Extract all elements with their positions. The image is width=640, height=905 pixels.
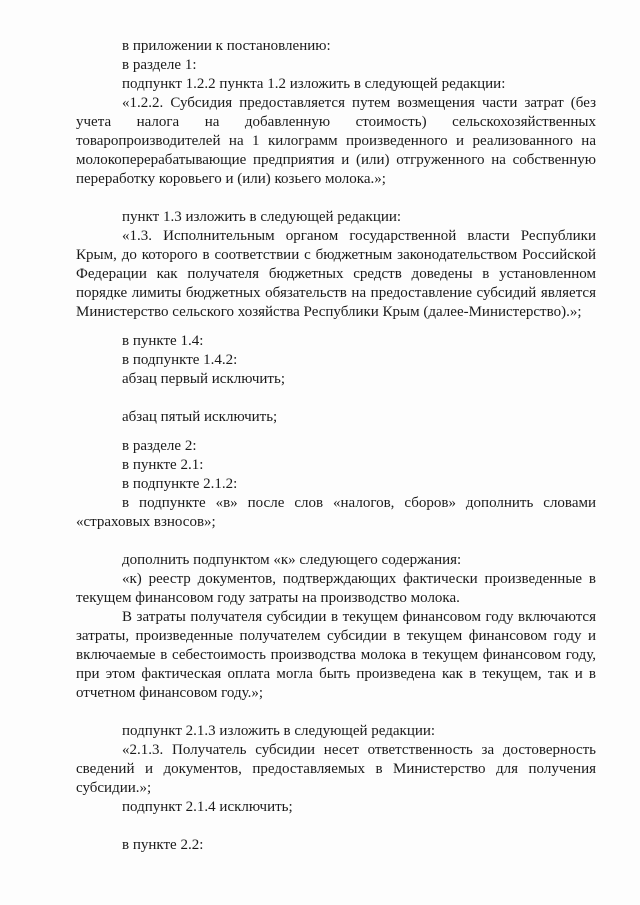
paragraph-subitem-1-2-2-intro: подпункт 1.2.2 пункта 1.2 изложить в следующей редакции: [122,76,506,92]
paragraph-item-1-4: в пункте 1.4: [122,333,204,349]
paragraph-fifth-excluded: абзац пятый исключить; [122,409,278,425]
paragraph-subitem-1-2-2-text: «1.2.2. Субсидия предоставляется путем возмещения части затрат (без учета налога на добавленную стоимость) сельскохозяйственных товаропроизводителей на 1 килограмм произведенного и реализованного на молокоперерабатывающие предприятия и (или) отгруженного на собственную переработку коровьего и (или) козьего молока.»; [76,95,596,187]
paragraph-subitem-2-1-2: в подпункте 2.1.2: [122,476,238,492]
paragraph-subitem-2-1-4: подпункт 2.1.4 исключить; [122,799,293,815]
paragraph-appendix: в приложении к постановлению: [122,38,331,54]
paragraph-item-1-3-text: «1.3. Исполнительным органом государственной власти Республики Крым, до которого в соответствии с бюджетным законодательством Российской Федерации как получателя бюджетных средств доведены в установленном порядке лимиты бюджетных обязательств на предоставление субсидий является Министерство сельского хозяйства Республики Крым (далее-Министерство).»; [76,228,596,320]
paragraph-subitem-k-text: «к) реестр документов, подтверждающих фактически произведенные в текущем финансовом году затраты на производство молока. [76,571,596,606]
paragraph-subitem-2-1-3-text: «2.1.3. Получатель субсидии несет ответственность за достоверность сведений и документов, предоставляемых в Министерство для получения субсидии.»; [76,742,596,796]
paragraph-subitem-1-4-2: в подпункте 1.4.2: [122,352,238,368]
paragraph-item-2-2: в пункте 2.2: [122,837,204,853]
paragraph-costs-text: В затраты получателя субсидии в текущем финансовом году включаются затраты, произведенные получателем субсидии в текущем финансовом году и включаемые в себестоимость производства молока в текущем финансовом году, при этом фактическая оплата могла быть произведена как в текущем, так и в отчетном финансовом году.»; [76,609,596,701]
document-body [76,37,596,855]
paragraph-item-1-3-intro: пункт 1.3 изложить в следующей редакции: [122,209,402,225]
paragraph-section-2: в разделе 2: [122,438,197,454]
paragraph-first-excluded: абзац первый исключить; [122,371,286,387]
paragraph-add-subitem-k: дополнить подпунктом «к» следующего содержания: [122,552,462,568]
paragraph-subitem-v-addition: в подпункте «в» после слов «налогов, сборов» дополнить словами «страховых взносов»; [76,495,596,530]
paragraph-subitem-2-1-3-intro: подпункт 2.1.3 изложить в следующей редакции: [122,723,436,739]
paragraph-section-1: в разделе 1: [122,57,197,73]
paragraph-item-2-1: в пункте 2.1: [122,457,204,473]
